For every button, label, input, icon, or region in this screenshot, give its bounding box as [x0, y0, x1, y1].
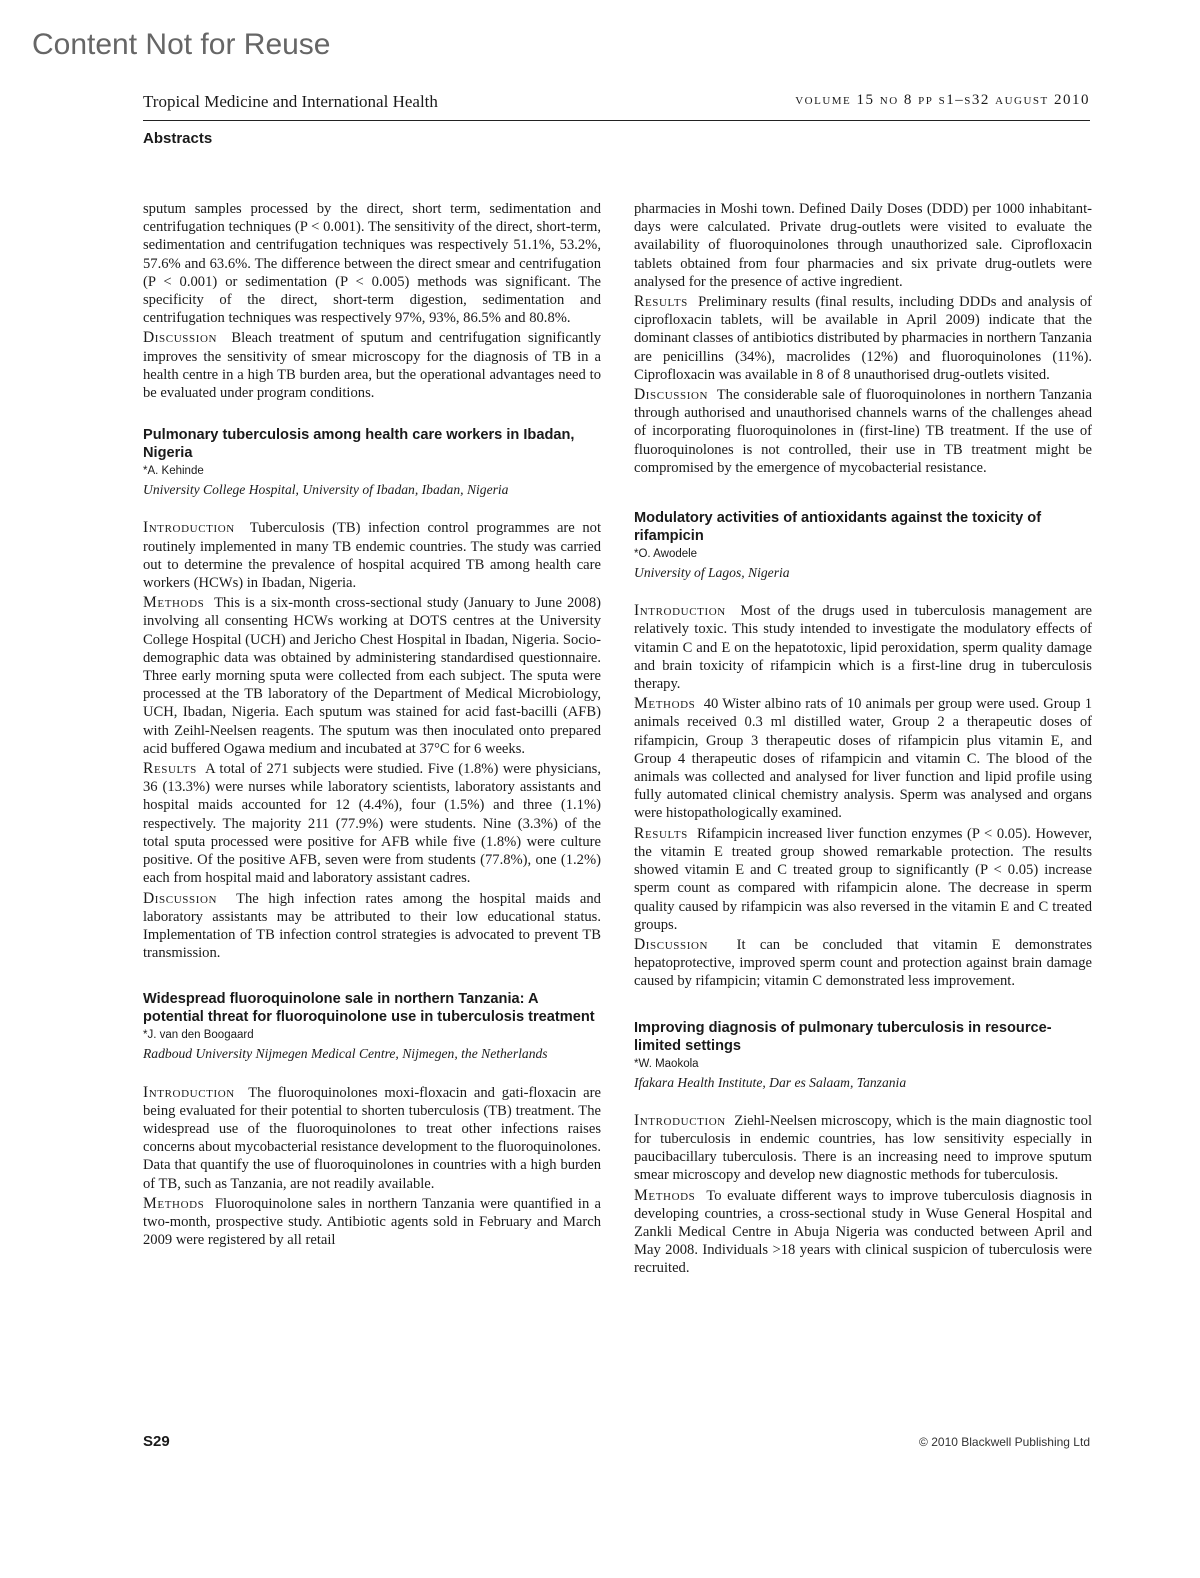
abstract-author: *W. Maokola [634, 1057, 699, 1070]
results-text: Preliminary results (final results, including DDDs and analysis of ciprofloxacin tablets, will be available in April 2009) indicate that the dominant classes of antibiotics distributed by pharmacies in northern Tanzania are penicillins (34%), macrolides (12%) and fluoroquinolones (11%). Ciprofloxacin was available in 8 of 8 unauthorised drug-outlets visited. [634, 294, 1092, 383]
intro-text: Ziehl-Neelsen microscopy, which is the main diagnostic tool for tuberculosis in endemic countries, has low sensitivity especially in paucibacillary tuberculosis. There is an increasing need to improve sputum smear microscopy and develop new diagnostic methods for tuberculosis. [634, 1112, 1093, 1184]
abstract-author: *J. van den Boogaard [143, 1029, 254, 1042]
methods-label: Methods [634, 695, 696, 713]
continued-discussion [634, 386, 1092, 477]
intro-text: The fluoroquinolones moxi-floxacin and gati-floxacin are being evaluated for their potential to shorten tuberculosis (TB) treatment. The widespread use of the fluoroquinolones to treat other infections raises concerns about mycobacterial resistance development to the fluoroquinolones. Data that quantify the use of fluoroquinolones in countries with a high burden of TB, such as Tanzania, are not readily available. [143, 1084, 601, 1192]
copyright-notice: © 2010 Blackwell Publishing Ltd [919, 1435, 1090, 1449]
abstract-affiliation: Ifakara Health Institute, Dar es Salaam, Tanzania [634, 1074, 907, 1090]
discussion-label: Discussion [634, 386, 709, 404]
abstract-title: Widespread fluoroquinolone sale in northern Tanzania: A potential threat for fluoroquinolone use in tuberculosis treatment [143, 991, 595, 1026]
methods-paragraph [634, 1187, 1092, 1278]
discussion-label: Discussion [634, 935, 709, 953]
intro-text: Most of the drugs used in tuberculosis management are relatively toxic. This study intended to investigate the modulatory effects of vitamin C and E on the hepatotoxic, lipid peroxidation, sperm quality damage and brain toxicity of rifampicin which is a first-line drug in tuberculosis therapy. [634, 603, 1093, 693]
abstract-title: Improving diagnosis of pulmonary tuberculosis in resource-limited settings [634, 1019, 1052, 1054]
abstract-title: Pulmonary tuberculosis among health care workers in Ibadan, Nigeria [143, 427, 575, 462]
intro-label: Introduction [143, 519, 235, 537]
methods-text: This is a six-month cross-sectional study (January to June 2008) involving all consenting HCWs working at DOTS centres at the University College Hospital (UCH) and Jericho Chest Hospital in Ibadan, Nigeria. Socio-demographic data was obtained by administering standardised questionnaire. Three early morning sputa were collected from each subject. The sputa were processed at the TB laboratory of the Department of Medical Microbiology, UCH, Ibadan, Nigeria. Each sputum was stained for acid fast-bacilli (AFB) with Zeihl-Neelsen reagents. The sputum was then inoculated onto prepared acid buffered Ogawa medium and incubated at 37°C for 6 weeks. [143, 595, 601, 757]
running-header [143, 90, 1090, 121]
intro-label: Introduction [143, 1083, 235, 1101]
continued-discussion [143, 329, 601, 402]
results-paragraph [634, 825, 1092, 934]
journal-title: Tropical Medicine and International Health [143, 92, 438, 111]
discussion-text: The high infection rates among the hospital maids and laboratory assistants may be attributed to their low educational status. Implementation of TB infection control strategies is advocated to prevent TB transmission. [143, 890, 601, 962]
intro-paragraph [634, 602, 1092, 693]
results-label: Results [634, 293, 688, 311]
abstract-author: *A. Kehinde [143, 465, 204, 478]
page-number: S29 [143, 1433, 170, 1450]
results-text: A total of 271 subjects were studied. Five (1.8%) were physicians, 36 (13.3%) were nurses while laboratory scientists, laboratory assistants and hospital maids accounted for 12 (4.4%), four (1.5%) and three (1.1%) respectively. The majority 211 (77.9%) were students. Nine (3.3%) of the total sputa processed were positive for AFB while five (1.8%) were culture positive. Of the positive AFB, seven were from students (77.8%), one (1.2%) each from hospital maid and laboratory assistant cadres. [143, 761, 601, 887]
discussion-text: It can be concluded that vitamin E demonstrates hepatoprotective, improved sperm count and protection against brain damage caused by rifampicin; vitamin C demonstrated less improvement. [634, 936, 1092, 990]
methods-paragraph [143, 594, 601, 758]
results-label: Results [634, 824, 688, 842]
methods-label: Methods [143, 1194, 205, 1212]
watermark: Content Not for Reuse [32, 28, 331, 61]
results-label: Results [143, 760, 197, 778]
discussion-paragraph [143, 890, 601, 963]
discussion-paragraph [634, 936, 1092, 991]
methods-text: To evaluate different ways to improve tuberculosis diagnosis in developing countries, a cross-sectional study in Wuse General Hospital and Zankli Medical Centre in Abuja Nigeria was conducted between April and May 2008. Individuals >18 years with clinical suspicion of tuberculosis were recruited. [634, 1187, 1092, 1277]
left-column [143, 200, 601, 1251]
results-text: Rifampicin increased liver function enzymes (P < 0.05). However, the vitamin E treated group showed remarkable protection. The results showed vitamin E and C treated group to significantly (P < 0.05) increase sperm count as compared with rifampicin alone. The decrease in sperm quality caused by rifampicin was also reversed in the vitamin E and C treated groups. [634, 825, 1093, 933]
discussion-text: The considerable sale of fluoroquinolones in northern Tanzania through authorised and unauthorised channels warns of the challenges ahead of incorporating fluoroquinolones in (first-line) TB treatment. If the use of fluoroquinolones is not controlled, their use in TB treatment might be compromised by the emergence of mycobacterial resistance. [634, 387, 1092, 476]
methods-paragraph [143, 1195, 601, 1250]
intro-label: Introduction [634, 1111, 726, 1129]
issue-info: volume 15 no 8 pp s1–s32 august 2010 [795, 92, 1090, 108]
section-label: Abstracts [143, 130, 213, 147]
methods-paragraph [634, 695, 1092, 822]
intro-paragraph [634, 1112, 1092, 1185]
abstract-affiliation: Radboud University Nijmegen Medical Centre, Nijmegen, the Netherlands [143, 1046, 548, 1062]
right-column [634, 200, 1092, 1280]
methods-text: 40 Wister albino rats of 10 animals per group were used. Group 1 animals received 0.3 ml distilled water, Group 2 a therapeutic doses of rifampicin, Group 3 therapeutic doses of rifampicin plus vitamin E, and Group 4 therapeutic doses of rifampicin and vitamin C. The blood of the animals was collected and analysed for liver function and lipid profile using fully automated clinical chemistry analysis. Sperm was analysed and organs were histopathologically examined. [634, 696, 1093, 822]
discussion-label: Discussion [143, 329, 218, 347]
results-paragraph [143, 760, 601, 887]
continued-paragraph: sputum samples processed by the direct, short term, sedimentation and centrifugation techniques (P < 0.001). The sensitivity of the direct, short-term, sedimentation and centrifugation techniques was respectively 51.1%, 53.2%, 57.6% and 63.6%. The difference between the direct smear and centrifugation (P < 0.001) or sedimentation (P < 0.005) methods was significant. The specificity of the direct, short-term digestion, sedimentation and centrifugation techniques was respectively 97%, 93%, 86.5% and 80.8%. [143, 201, 601, 327]
abstract-author: *O. Awodele [634, 548, 698, 561]
intro-paragraph [143, 519, 601, 592]
continued-results [634, 293, 1092, 384]
continued-paragraph: pharmacies in Moshi town. Defined Daily Doses (DDD) per 1000 inhabitant-days were calculated. Private drug-outlets were visited to evaluate the availability of fluoroquinolones through unauthorized sale. Ciprofloxacin tablets obtained from four pharmacies and six private drug-outlets were analysed for the presence of active ingredient. [634, 201, 1092, 290]
methods-label: Methods [634, 1186, 696, 1204]
intro-paragraph [143, 1084, 601, 1193]
discussion-text: Bleach treatment of sputum and centrifugation significantly improves the sensitivity of smear microscopy for the diagnosis of TB in a health centre in a high TB burden area, but the operational advantages need to be evaluated under program conditions. [143, 330, 601, 402]
discussion-label: Discussion [143, 889, 218, 907]
abstract-title: Modulatory activities of antioxidants against the toxicity of rifampicin [634, 510, 1042, 545]
intro-text: Tuberculosis (TB) infection control programmes are not routinely implemented in many TB endemic countries. The study was carried out to determine the prevalence of hospital acquired TB among health care workers (HCWs) in Ibadan, Nigeria. [143, 520, 601, 592]
intro-label: Introduction [634, 602, 726, 620]
methods-text: Fluoroquinolone sales in northern Tanzania were quantified in a two-month, prospective study. Antibiotic agents sold in February and March 2009 were registered by all retail [143, 1195, 601, 1249]
abstract-affiliation: University of Lagos, Nigeria [634, 565, 790, 581]
abstract-affiliation: University College Hospital, University of Ibadan, Ibadan, Nigeria [143, 482, 509, 498]
methods-label: Methods [143, 594, 205, 612]
